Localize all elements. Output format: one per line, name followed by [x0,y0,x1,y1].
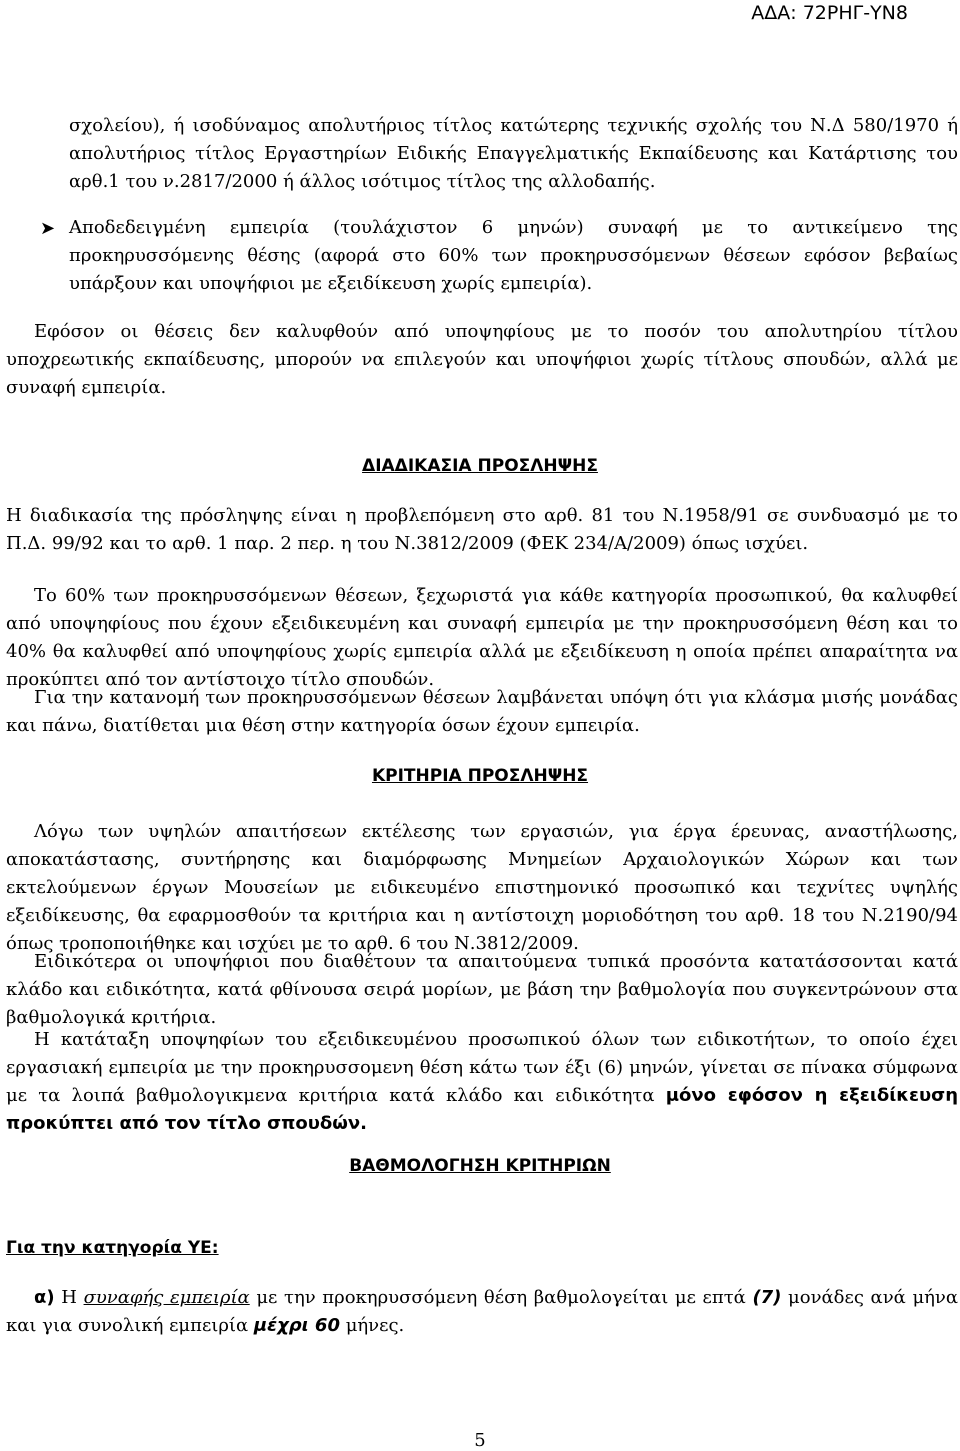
paragraph-efoson: Εφόσον οι θέσεις δεν καλυφθούν από υποψηφίους με το ποσόν του απολυτηρίου τίτλου υποχρεωτικής εκπαίδευσης, μπορούν να επιλεγούν και υποψήφιοι χωρίς τίτλους σπουδών, αλλά με συναφή εμπειρία. [6,321,958,398]
katataxi-text: Η κατάταξη υποψηφίων του εξειδικευμένου προσωπικού όλων των ειδικοτήτων, το οποίο έχει εργασιακή εμπειρία με την προκηρυσσομενη θέση κάτω των έξι (6) μηνών, γίνεται σε πίνακα σύμφωνα με τα λοιπά βαθμολογικμενα κριτήρια κατά κλάδο και ειδικότητα [6,1029,958,1106]
paragraph-60-percent: Το 60% των προκηρυσσόμενων θέσεων, ξεχωριστά για κάθε κατηγορία προσωπικού, θα καλυφθεί από υποψηφίους που έχουν εξειδικευμένη και συναφή εμπειρία με την προκηρυσσόμενη θέση και το 40% θα καλυφθεί από υποψηφίους χωρίς εμπειρία αλλά με εξειδίκευση η οποία πρέπει απαραίτητα να προκύπτει από τον αντίστοιχο τίτλο σπουδών. [6,585,958,690]
item-a-label: α) [34,1287,55,1308]
item-a-number: (7) [752,1287,782,1308]
paragraph-diadikasia: Η διαδικασία της πρόσληψης είναι η προβλεπόμενη στο αρθ. 81 του Ν.1958/91 σε συνδυασμό με το Π.Δ. 99/92 και το αρθ. 1 παρ. 2 περ. η του Ν.3812/2009 (ΦΕΚ 234/Α/2009) όπως ισχύει. [6,505,958,554]
item-a-text-4: μήνες. [339,1315,405,1336]
ada-code: ΑΔΑ: 72ΡΗΓ-ΥΝ8 [751,2,908,24]
arrow-bullet-icon: ➤ [40,218,56,239]
paragraph-eidikotera: Ειδικότερα οι υποψήφιοι που διαθέτουν τα απαιτούμενα τυπικά προσόντα κατατάσσονται κατά κλάδο και ειδικότητα, κατά φθίνουσα σειρά μορίων, με βάση την βαθμολογία που συγκεντρώνουν στα βαθμολογικά κριτήρια. [6,951,958,1028]
item-a-text-3: μονάδες ανά μήνα και για συνολική εμπειρία [6,1287,959,1336]
paragraph-logo-ypsilon: Λόγω των υψηλών απαιτήσεων εκτέλεσης των εργασιών, για έργα έρευνας, αναστήλωσης, αποκατάστασης, συντήρησης και διαμόρφωσης Μνημείων Αρχαιολογικών Χώρων και των εκτελούμενων έργων Μουσείων με ειδικευμένο επιστημονικό προσωπικό και τεχνίτες υψηλής εξειδίκευσης, θα εφαρμοσθούν τα κριτήρια και η αντίστοιχη μοριοδότηση του αρθ. 18 του Ν.2190/94 όπως τροποποιήθηκε και ισχύει με το αρθ. 6 του Ν.3812/2009. [6,821,958,954]
item-a-max: μέχρι 60 [253,1315,340,1336]
item-a-emphasis: συναφής εμπειρία [83,1287,250,1308]
heading-diadikasia: ΔΙΑΔΙΚΑΣΙΑ ΠΡΟΣΛΗΨΗΣ [362,456,598,476]
item-a-text-1: Η [54,1287,84,1308]
page-number: 5 [474,1430,486,1451]
bullet-experience-text: Αποδεδειγμένη εμπειρία (τουλάχιστον 6 μηνών) συναφή με το αντικείμενο της προκηρυσσόμενης θέσης (αφορά στο 60% των προκηρυσσόμενων θέσεων εφόσον βεβαίως υπάρξουν και υποψήφιοι με εξειδίκευση χωρίς εμπειρία). [69,217,958,294]
paragraph-katanomi: Για την κατανομή των προκηρυσσόμενων θέσεων λαμβάνεται υπόψη ότι για κλάσμα μισής μονάδας και πάνω, διατίθεται μια θέση στην κατηγορία όσων έχουν εμπειρία. [6,687,958,736]
heading-vathmologisi: ΒΑΘΜΟΛΟΓΗΣΗ ΚΡΙΤΗΡΙΩΝ [349,1156,611,1176]
paragraph-katataxi [6,1026,958,1138]
item-a-text-2: με την προκηρυσσόμενη θέση βαθμολογείται με επτά [249,1287,753,1308]
heading-kritiria: ΚΡΙΤΗΡΙΑ ΠΡΟΣΛΗΨΗΣ [371,766,589,786]
katataxi-bold-text: μόνο εφόσον η εξειδίκευση προκύπτει από τον τίτλο σπουδών. [6,1085,959,1134]
intro-paragraph: σχολείου), ή ισοδύναμος απολυτήριος τίτλος κατώτερης τεχνικής σχολής του Ν.Δ 580/1970 ή απολυτήριος τίτλος Εργαστηρίων Ειδικής Επαγγελματικής Εκπαίδευσης και Κατάρτισης του αρθ.1 του ν.2817/2000 ή άλλος ισότιμος τίτλος της αλλοδαπής. [69,115,958,192]
subhead-category-ye: Για την κατηγορία ΥΕ: [6,1238,219,1258]
item-a [6,1284,958,1340]
